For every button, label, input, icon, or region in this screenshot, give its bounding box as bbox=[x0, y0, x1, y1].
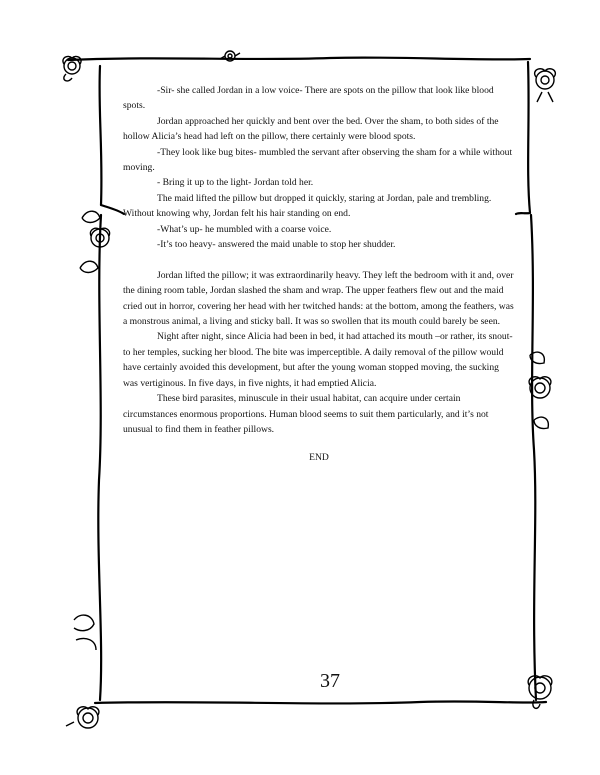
paragraph: Jordan approached her quickly and bent over the bed. Over the sham, to both sides of the hollow Alicia’s head had left on the pillow, there certainly were blood spots. bbox=[123, 115, 499, 143]
vine-icon bbox=[74, 615, 96, 650]
paragraph: -It’s too heavy- answered the maid unable to stop her shudder. bbox=[157, 239, 396, 251]
paragraph: Jordan lifted the pillow; it was extraordinarily heavy. They left the bedroom with it and, over the dining room table, Jordan slashed the sham and wrap. The upper feathers flew out and the maid cried out in horror, covering her head with her twitched hands: at the bottom, among the feathers, was a monstrous animal, a living and sticky ball. It was so swollen that its mouth could barely be seen. bbox=[123, 269, 514, 328]
paragraph: -Sir- she called Jordan in a low voice- There are spots on the pillow that look like blood spots. bbox=[123, 85, 494, 112]
end-label: END bbox=[309, 452, 329, 463]
rose-icon bbox=[66, 707, 99, 728]
page-number: 37 bbox=[320, 670, 340, 692]
paragraph: Night after night, since Alicia had been in bed, it had attached its mouth –or rather, its snout- to her temples, sucking her blood. The bite was imperceptible. A daily removal of the pillow would have certainly avoided this development, but after the young woman stopped moving, the sucking was vertiginous. In five days, in five nights, it had emptied Alicia. bbox=[123, 331, 513, 389]
paragraph: -They look like bug bites- mumbled the servant after observing the sham for a while without moving. bbox=[123, 146, 513, 174]
rose-icon bbox=[535, 69, 556, 102]
paragraph: - Bring it up to the light- Jordan told her. bbox=[157, 177, 314, 189]
paragraph: These bird parasites, minuscule in their usual habitat, can acquire under certain circumstances enormous proportions. Human blood seems to suit them particularly, and it’s not unusual to find them in feather pillows. bbox=[123, 393, 489, 435]
leaf-icon bbox=[80, 211, 100, 272]
paragraph: The maid lifted the pillow but dropped it quickly, staring at Jordan, pale and trembling. Without knowing why, Jordan felt his hair standing on end. bbox=[123, 192, 492, 220]
paragraph: -What’s up- he mumbled with a coarse voice. bbox=[157, 223, 332, 235]
story-text bbox=[123, 83, 515, 437]
